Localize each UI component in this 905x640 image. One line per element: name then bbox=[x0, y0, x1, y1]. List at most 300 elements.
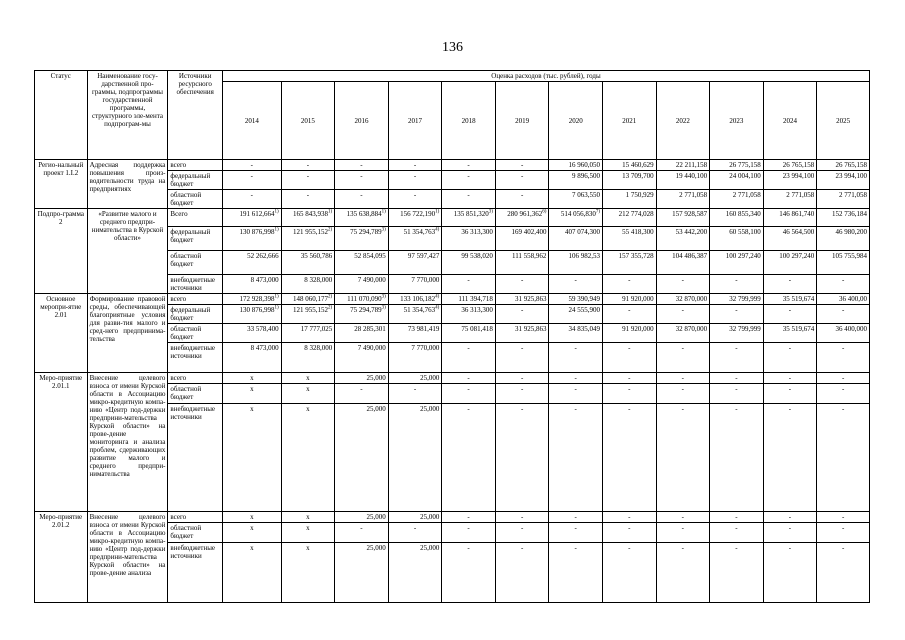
value-cell bbox=[495, 523, 549, 543]
value-text: - bbox=[788, 306, 792, 314]
value-text: 8 473,000 bbox=[250, 344, 279, 352]
value-text: 24 004,100 bbox=[729, 172, 761, 180]
value-text: 36 313,300 bbox=[461, 228, 493, 236]
value-text: - bbox=[360, 172, 363, 180]
value-cell bbox=[710, 523, 764, 543]
value-text: 135 638,884 bbox=[346, 210, 382, 218]
value-cell bbox=[495, 543, 549, 603]
value-text: 7 770,000 bbox=[411, 276, 440, 284]
value-cell bbox=[223, 384, 282, 404]
value-cell bbox=[603, 324, 657, 343]
value-text: 52 854,095 bbox=[354, 252, 386, 260]
value-cell bbox=[281, 294, 335, 305]
source-cell: федеральный бюджет bbox=[168, 305, 223, 324]
value-text: x bbox=[306, 513, 310, 521]
value-text: 8 473,000 bbox=[250, 276, 279, 284]
value-cell bbox=[763, 324, 817, 343]
value-cell bbox=[495, 190, 549, 209]
value-cell bbox=[656, 294, 710, 305]
value-text: - bbox=[574, 344, 577, 352]
value-text: x bbox=[306, 374, 310, 382]
value-text: - bbox=[520, 344, 524, 352]
value-cell bbox=[388, 160, 442, 171]
value-cell bbox=[817, 251, 870, 275]
value-text: - bbox=[520, 306, 524, 314]
program-name-cell: Адресная поддержка повышения произ-водительности труда на предприятиях bbox=[87, 160, 168, 209]
value-text: 7 490,000 bbox=[357, 276, 386, 284]
value-text: 36 400,00 bbox=[839, 295, 867, 303]
value-cell bbox=[656, 324, 710, 343]
value-text: - bbox=[628, 385, 631, 393]
value-text: 75 294,789 bbox=[350, 306, 382, 314]
value-cell bbox=[388, 404, 442, 512]
value-cell bbox=[495, 227, 549, 251]
value-cell bbox=[335, 227, 389, 251]
value-cell bbox=[603, 209, 657, 227]
value-cell bbox=[223, 171, 282, 190]
value-text: - bbox=[360, 524, 363, 532]
value-cell bbox=[656, 523, 710, 543]
value-cell bbox=[281, 384, 335, 404]
value-text: 73 981,419 bbox=[407, 325, 440, 333]
value-cell bbox=[442, 343, 496, 373]
value-text: 35 519,674 bbox=[782, 325, 815, 333]
value-cell bbox=[442, 251, 496, 275]
header-row bbox=[35, 71, 870, 82]
value-text: - bbox=[628, 344, 631, 352]
value-text: 2 771,058 bbox=[839, 191, 867, 199]
value-text: 172 928,398 bbox=[239, 295, 275, 303]
value-text: 75 294,789 bbox=[350, 228, 382, 236]
value-text: 100 297,240 bbox=[725, 252, 761, 260]
value-cell bbox=[763, 190, 817, 209]
value-text: - bbox=[574, 513, 577, 521]
value-cell bbox=[549, 373, 603, 384]
value-cell bbox=[388, 305, 442, 324]
value-cell bbox=[710, 324, 764, 343]
value-text: 24 555,900 bbox=[568, 306, 600, 314]
value-text: - bbox=[788, 405, 792, 413]
value-text: 169 402,400 bbox=[511, 228, 547, 236]
table-row bbox=[35, 512, 870, 523]
value-text: 25,000 bbox=[366, 513, 386, 521]
value-cell bbox=[335, 275, 389, 294]
value-cell bbox=[335, 373, 389, 384]
year-header-2023: 2023 bbox=[710, 82, 764, 160]
value-text: - bbox=[841, 276, 845, 284]
year-header-2015: 2015 bbox=[281, 82, 335, 160]
value-text: 32 799,999 bbox=[729, 325, 761, 333]
value-text: 2 771,058 bbox=[786, 191, 815, 199]
value-text: - bbox=[520, 544, 524, 552]
value-cell bbox=[335, 305, 389, 324]
value-cell bbox=[710, 251, 764, 275]
value-text: 46 980,200 bbox=[835, 228, 867, 236]
value-cell bbox=[388, 209, 442, 227]
footnote-marker: 1) bbox=[328, 209, 333, 215]
value-text: - bbox=[574, 385, 577, 393]
value-text: 121 955,152 bbox=[293, 228, 329, 236]
value-text: - bbox=[788, 544, 792, 552]
value-cell bbox=[710, 275, 764, 294]
year-header-2016: 2016 bbox=[335, 82, 389, 160]
value-text: 25,000 bbox=[420, 374, 440, 382]
value-cell bbox=[710, 209, 764, 227]
value-cell bbox=[442, 294, 496, 305]
value-text: 53 442,200 bbox=[675, 228, 708, 236]
value-text: - bbox=[735, 524, 738, 532]
value-cell bbox=[442, 512, 496, 523]
source-cell: федеральный бюджет bbox=[168, 171, 223, 190]
value-cell bbox=[281, 512, 335, 523]
value-cell bbox=[335, 543, 389, 603]
footnote-marker: 1) bbox=[274, 227, 279, 233]
value-text: 25,000 bbox=[420, 513, 440, 521]
source-cell: федеральный бюджет bbox=[168, 227, 223, 251]
value-text: 31 925,863 bbox=[514, 295, 547, 303]
value-cell bbox=[603, 305, 657, 324]
value-cell bbox=[656, 512, 710, 523]
value-text: - bbox=[413, 385, 417, 393]
value-cell bbox=[223, 343, 282, 373]
footnote-marker: 1) bbox=[274, 209, 279, 215]
value-cell bbox=[549, 275, 603, 294]
value-cell bbox=[388, 227, 442, 251]
source-cell: всего bbox=[168, 512, 223, 523]
value-cell bbox=[817, 343, 870, 373]
value-cell bbox=[495, 343, 549, 373]
value-text: - bbox=[467, 191, 470, 199]
value-text: - bbox=[467, 344, 470, 352]
value-text: - bbox=[681, 276, 685, 284]
value-text: x bbox=[250, 524, 254, 532]
value-text: - bbox=[628, 374, 631, 382]
value-text: - bbox=[628, 276, 631, 284]
value-text: - bbox=[467, 524, 470, 532]
value-cell bbox=[223, 209, 282, 227]
value-text: - bbox=[735, 276, 738, 284]
value-cell bbox=[388, 512, 442, 523]
value-text: - bbox=[788, 524, 792, 532]
value-cell bbox=[442, 404, 496, 512]
value-cell bbox=[603, 523, 657, 543]
value-cell bbox=[817, 523, 870, 543]
value-text: 8 328,000 bbox=[304, 276, 333, 284]
value-cell bbox=[656, 305, 710, 324]
table-row bbox=[35, 294, 870, 305]
value-text: 33 578,400 bbox=[247, 325, 279, 333]
value-text: 52 262,666 bbox=[247, 252, 279, 260]
value-cell bbox=[763, 384, 817, 404]
value-cell bbox=[549, 343, 603, 373]
value-text: 97 597,427 bbox=[407, 252, 440, 260]
value-text: - bbox=[574, 405, 577, 413]
value-cell bbox=[442, 543, 496, 603]
value-cell bbox=[549, 190, 603, 209]
value-text: 1 750,929 bbox=[625, 191, 654, 199]
value-cell bbox=[817, 190, 870, 209]
value-text: - bbox=[841, 513, 845, 521]
value-text: - bbox=[681, 385, 685, 393]
value-cell bbox=[603, 543, 657, 603]
year-header-2020: 2020 bbox=[549, 82, 603, 160]
value-text: 135 851,320 bbox=[453, 210, 489, 218]
header-sources: Источники ресурсного обеспечения bbox=[168, 71, 223, 160]
value-cell bbox=[335, 404, 389, 512]
value-text: - bbox=[467, 405, 470, 413]
value-cell bbox=[656, 275, 710, 294]
source-cell: внебюджетные источники bbox=[168, 543, 223, 603]
value-text: - bbox=[520, 524, 524, 532]
value-text: 165 843,938 bbox=[293, 210, 329, 218]
value-text: - bbox=[788, 276, 792, 284]
footnote-marker: 2) bbox=[328, 227, 333, 233]
value-text: 156 722,190 bbox=[400, 210, 436, 218]
value-cell bbox=[603, 404, 657, 512]
value-cell bbox=[388, 190, 442, 209]
value-cell bbox=[335, 523, 389, 543]
value-text: - bbox=[574, 276, 577, 284]
value-cell bbox=[763, 373, 817, 384]
value-text: - bbox=[467, 513, 470, 521]
year-header-2018: 2018 bbox=[442, 82, 496, 160]
value-text: x bbox=[250, 405, 254, 413]
value-cell bbox=[442, 373, 496, 384]
value-text: - bbox=[628, 544, 631, 552]
value-cell bbox=[710, 543, 764, 603]
footnote-marker: 4) bbox=[435, 305, 440, 311]
value-cell bbox=[817, 404, 870, 512]
value-text: - bbox=[735, 374, 738, 382]
value-text: x bbox=[250, 385, 254, 393]
value-text: 35 560,786 bbox=[300, 252, 333, 260]
program-name-cell: Формирование правовой среды, обеспечивающей благоприятные условия для разви-тия малого и сред-него предпринима-тельства bbox=[87, 294, 168, 373]
value-cell bbox=[388, 324, 442, 343]
value-text: - bbox=[574, 544, 577, 552]
value-cell bbox=[710, 294, 764, 305]
value-text: - bbox=[413, 161, 417, 169]
value-cell bbox=[442, 324, 496, 343]
value-text: 130 876,998 bbox=[239, 228, 275, 236]
value-cell bbox=[656, 171, 710, 190]
value-cell bbox=[223, 305, 282, 324]
value-text: 36 400,000 bbox=[835, 325, 867, 333]
value-cell bbox=[495, 373, 549, 384]
value-cell bbox=[223, 160, 282, 171]
value-cell bbox=[549, 209, 603, 227]
value-text: - bbox=[681, 524, 685, 532]
value-cell bbox=[281, 275, 335, 294]
value-text: - bbox=[841, 344, 845, 352]
value-text: - bbox=[467, 276, 470, 284]
value-cell bbox=[710, 384, 764, 404]
value-cell bbox=[223, 294, 282, 305]
value-text: x bbox=[250, 513, 254, 521]
value-cell bbox=[763, 171, 817, 190]
value-cell bbox=[223, 404, 282, 512]
value-text: - bbox=[681, 513, 685, 521]
value-cell bbox=[281, 543, 335, 603]
value-text: x bbox=[250, 374, 254, 382]
value-text: 46 564,500 bbox=[782, 228, 815, 236]
value-cell bbox=[763, 543, 817, 603]
value-cell bbox=[763, 523, 817, 543]
value-cell bbox=[763, 305, 817, 324]
value-cell bbox=[710, 171, 764, 190]
value-text: - bbox=[735, 544, 738, 552]
footnote-marker: 7) bbox=[595, 209, 600, 215]
value-text: - bbox=[250, 172, 253, 180]
value-text: - bbox=[681, 344, 685, 352]
value-text: 35 519,674 bbox=[782, 295, 815, 303]
value-text: 111 070,090 bbox=[347, 295, 382, 303]
value-cell bbox=[335, 190, 389, 209]
value-text: - bbox=[306, 172, 310, 180]
header-name: Наименование госу-дарственной про-граммы, подпрограммы государственной программы, структурного эле-мента подпрограм-мы bbox=[87, 71, 168, 160]
source-cell: внебюджетные источники bbox=[168, 275, 223, 294]
value-cell bbox=[549, 160, 603, 171]
value-text: - bbox=[841, 524, 845, 532]
value-text: - bbox=[467, 385, 470, 393]
value-text: - bbox=[841, 306, 845, 314]
value-cell bbox=[442, 171, 496, 190]
value-text: - bbox=[735, 405, 738, 413]
value-cell bbox=[495, 275, 549, 294]
source-cell: внебюджетные источники bbox=[168, 343, 223, 373]
value-text: 25,000 bbox=[420, 405, 440, 413]
value-cell bbox=[549, 512, 603, 523]
value-cell bbox=[335, 171, 389, 190]
value-cell bbox=[656, 543, 710, 603]
value-text: 111 394,718 bbox=[458, 295, 493, 303]
value-cell bbox=[223, 251, 282, 275]
value-text: 7 063,550 bbox=[572, 191, 600, 199]
value-text: 91 920,000 bbox=[622, 295, 654, 303]
value-cell bbox=[710, 305, 764, 324]
value-text: 51 354,763 bbox=[403, 228, 436, 236]
value-text: 26 765,158 bbox=[782, 161, 815, 169]
value-text: 9 896,500 bbox=[572, 172, 600, 180]
value-cell bbox=[335, 384, 389, 404]
value-cell bbox=[817, 171, 870, 190]
value-cell bbox=[335, 251, 389, 275]
value-cell bbox=[442, 209, 496, 227]
value-cell bbox=[656, 404, 710, 512]
value-text: 32 870,000 bbox=[675, 295, 708, 303]
value-cell bbox=[763, 251, 817, 275]
value-text: 106 982,53 bbox=[568, 252, 600, 260]
year-header-2019: 2019 bbox=[495, 82, 549, 160]
value-cell bbox=[223, 543, 282, 603]
value-cell bbox=[495, 160, 549, 171]
value-cell bbox=[495, 209, 549, 227]
value-cell bbox=[603, 251, 657, 275]
value-cell bbox=[603, 384, 657, 404]
value-text: 8 328,000 bbox=[304, 344, 333, 352]
value-text: - bbox=[520, 172, 524, 180]
value-cell bbox=[710, 227, 764, 251]
value-text: - bbox=[520, 276, 524, 284]
value-cell bbox=[223, 373, 282, 384]
value-text: - bbox=[467, 544, 470, 552]
value-cell bbox=[763, 404, 817, 512]
value-text: 55 418,300 bbox=[622, 228, 654, 236]
value-text: 105 755,984 bbox=[832, 252, 867, 260]
value-cell bbox=[442, 160, 496, 171]
value-text: - bbox=[788, 513, 792, 521]
value-text: 26 765,158 bbox=[835, 161, 867, 169]
value-text: 146 861,740 bbox=[779, 210, 815, 218]
value-text: - bbox=[250, 161, 253, 169]
value-text: x bbox=[306, 405, 310, 413]
value-cell bbox=[335, 160, 389, 171]
value-cell bbox=[281, 209, 335, 227]
value-cell bbox=[335, 209, 389, 227]
value-text: 152 736,184 bbox=[832, 210, 867, 218]
value-cell bbox=[656, 209, 710, 227]
year-header-2014: 2014 bbox=[223, 82, 282, 160]
value-cell bbox=[656, 251, 710, 275]
value-text: - bbox=[788, 374, 792, 382]
footnote-marker: 3) bbox=[381, 305, 386, 311]
value-cell bbox=[817, 227, 870, 251]
value-cell bbox=[442, 227, 496, 251]
value-cell bbox=[388, 343, 442, 373]
value-text: 121 955,152 bbox=[293, 306, 329, 314]
table-row bbox=[35, 373, 870, 384]
value-text: 32 870,000 bbox=[675, 325, 708, 333]
value-text: - bbox=[360, 191, 363, 199]
value-text: 23 994,100 bbox=[782, 172, 815, 180]
value-cell bbox=[281, 324, 335, 343]
value-text: - bbox=[735, 385, 738, 393]
value-cell bbox=[281, 343, 335, 373]
footnote-marker: 4) bbox=[435, 227, 440, 233]
value-cell bbox=[549, 227, 603, 251]
value-cell bbox=[763, 294, 817, 305]
value-cell bbox=[495, 171, 549, 190]
value-text: - bbox=[735, 513, 738, 521]
header-status: Статус bbox=[35, 71, 88, 160]
value-text: - bbox=[681, 405, 685, 413]
value-text: 36 313,300 bbox=[461, 306, 493, 314]
value-text: 51 354,763 bbox=[403, 306, 436, 314]
source-cell: всего bbox=[168, 373, 223, 384]
value-cell bbox=[223, 324, 282, 343]
value-cell bbox=[281, 523, 335, 543]
value-cell bbox=[495, 512, 549, 523]
value-cell bbox=[710, 160, 764, 171]
value-text: 148 060,177 bbox=[293, 295, 329, 303]
value-text: 28 285,301 bbox=[354, 325, 386, 333]
year-header-2024: 2024 bbox=[763, 82, 817, 160]
value-text: - bbox=[520, 161, 524, 169]
value-text: - bbox=[788, 385, 792, 393]
footnote-marker: 4) bbox=[435, 294, 440, 300]
value-text: 25,000 bbox=[366, 544, 386, 552]
year-header-2022: 2022 bbox=[656, 82, 710, 160]
source-cell: Всего bbox=[168, 209, 223, 227]
value-cell bbox=[817, 305, 870, 324]
value-cell bbox=[603, 227, 657, 251]
value-cell bbox=[495, 251, 549, 275]
value-cell bbox=[603, 373, 657, 384]
status-cell: Меро-приятие 2.01.1 bbox=[35, 373, 88, 512]
value-text: 59 390,949 bbox=[568, 295, 600, 303]
footnote-marker: 1) bbox=[381, 209, 386, 215]
value-cell bbox=[603, 275, 657, 294]
value-cell bbox=[442, 275, 496, 294]
